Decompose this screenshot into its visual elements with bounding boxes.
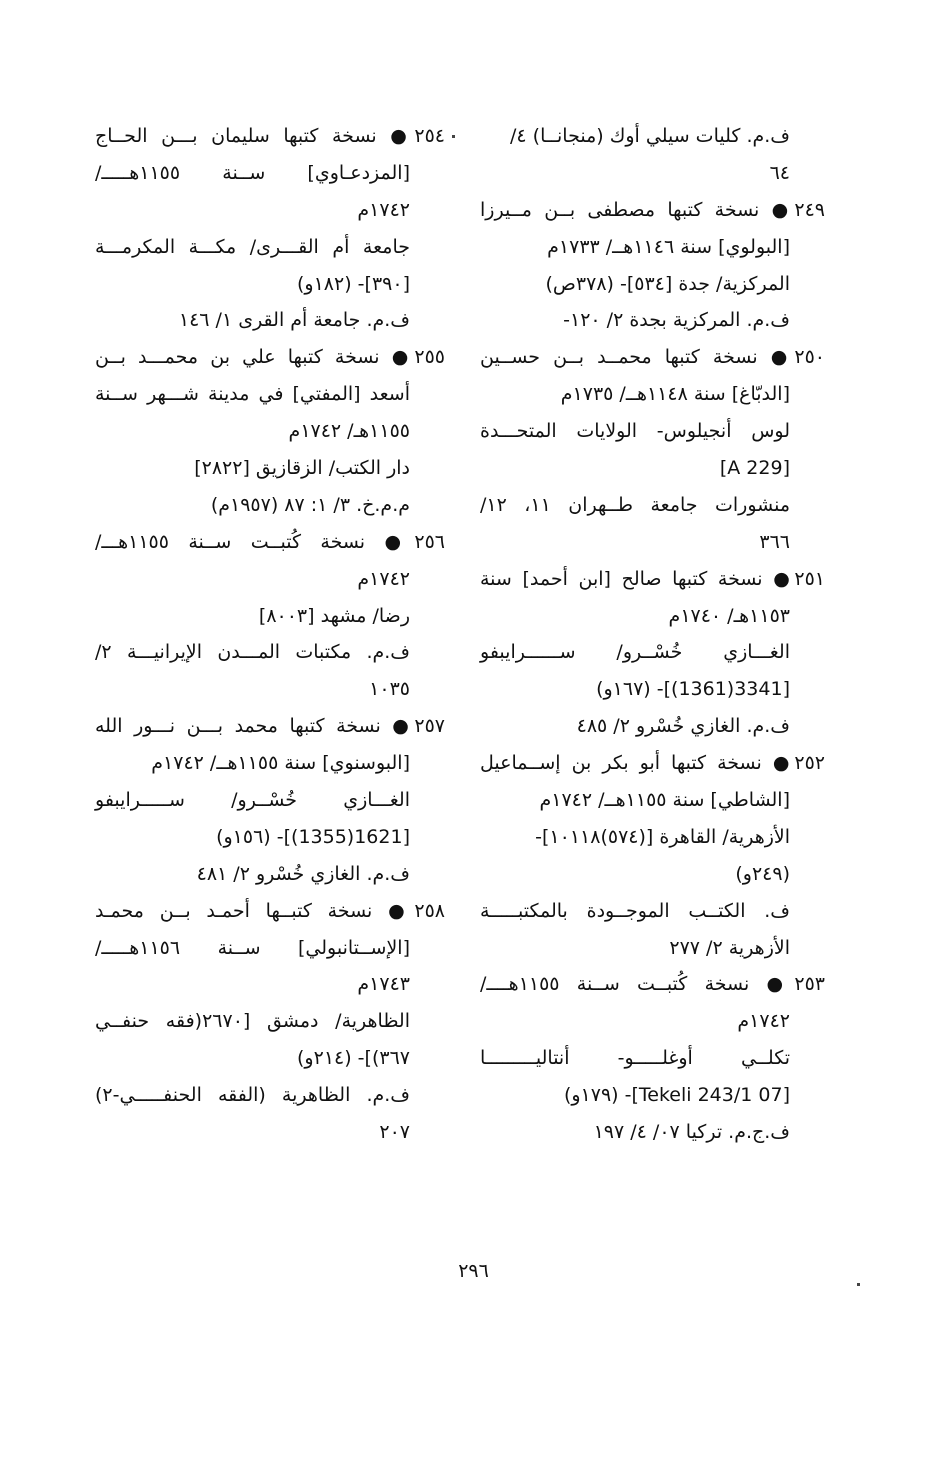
right-column-line: [07 Tekeli 243/1]- (١٧٩و) (563, 1084, 790, 1107)
right-column-line: ف.م. كليات سيلي أوك (منجانــا) ٤/ (510, 125, 790, 147)
left-column-line: أسعد [المفتي] في مدينة شـــهر ســنة (95, 383, 410, 406)
left-column-line: ف.م. الظاهرية (الفقه الحنفـــــي-٢) (95, 1084, 410, 1107)
left-column-line: ٢٥٦● نسخة كُتبــت ســنة ١١٥٥هـــ/ (95, 530, 445, 553)
left-column-line: ١٠٣٥ (369, 678, 410, 701)
left-column-line: الظاهرية/ دمشق [٢٦٧٠(فقه حنفــي (95, 1010, 410, 1033)
left-column-line: جامعة أم القـــرى/ مكـــة المكرمـــة (95, 235, 410, 258)
right-column-line: (٢٤٩و) (735, 862, 790, 885)
right-column-line: ف.م. المركزية بجدة ٢/ ١٢٠- (563, 309, 790, 332)
right-column-line: ٢٥٠● نسخة كتبها محمــد بــن حســين (480, 346, 825, 369)
right-column-line: ف.م. الغازي خُسْرو ٢/ ٤٨٥ (576, 715, 790, 738)
left-column-line: [1621(1355)]- (١٥٦و) (216, 825, 410, 848)
left-column-line: ١٧٤٢م (357, 198, 410, 221)
right-column-line: ٢٥١● نسخة كتبها صالح [ابن أحمد] سنة (480, 567, 825, 590)
right-column-line: [3341(1361)]- (١٦٧و) (596, 678, 790, 701)
right-column-line: [البولوي] سنة ١١٤٦هــ/ ١٧٣٣م (547, 235, 790, 258)
right-column-line: ١٧٤٢م (737, 1010, 790, 1033)
right-column-line: [الدبّاغ] سنة ١١٤٨هــ/ ١٧٣٥م (560, 383, 790, 406)
right-column-line: [A 229] (719, 457, 790, 480)
left-column-line: ٢٥٨● نسخة كتبــها أحمـد بــن محمـد (95, 899, 445, 922)
page-number: ٢٩٦ (458, 1260, 489, 1282)
left-column-line: ف.م. جامعة أم القرى ١/ ١٤٦ (178, 309, 410, 332)
right-column-line: ف. الكتــب الموجــودة بالمكتبـــــة (480, 899, 790, 922)
left-column-line: [الإســتانبولي] ســنة ١١٥٦هـــــ/ (95, 936, 410, 959)
scan-speck (857, 1283, 860, 1286)
right-column-line: ٢٥٣● نسخة كُتبــت ســنة ١١٥٥هــــ/ (480, 973, 825, 996)
left-column-line: ف.م. الغازي خُسْرو ٢/ ٤٨١ (196, 862, 410, 885)
left-column-line: ف.م. مكتبات المـــدن الإيرانيـــة ٢/ (95, 641, 410, 664)
right-column-line: الأزهرية ٢/ ٢٧٧ (669, 936, 790, 959)
left-column-line: م.م.خ. ٣/ ١: ٨٧ (١٩٥٧م) (210, 493, 410, 516)
left-column-line: ٢٥٧● نسخة كتبها محمد بـــن نـــور الله (95, 715, 445, 738)
right-column-line: ف.ج.م. تركيا ٠٧/ ٤/ ١٩٧ (593, 1121, 790, 1144)
left-column-line: دار الكتب/ الزقازيق [٢٨٢٢] (194, 457, 410, 480)
right-column-line: [الشاطي] سنة ١١٥٥هــ/ ١٧٤٢م (539, 789, 790, 812)
left-column-line: ٢٠٧ (379, 1121, 410, 1144)
left-column-line: ١١٥٥هـ/ ١٧٤٢م (288, 420, 410, 443)
right-column-line: الغـــازي خُسْــرو/ ســــــرايبفو (480, 641, 790, 664)
right-column-line: المركزية/ جدة [٥٣٤]- (٣٧٨ص) (545, 272, 790, 295)
left-column-line: ٣٦٧)]- (٢١٤و) (297, 1047, 410, 1070)
right-column-line: ٢٤٩● نسخة كتبها مصطفى بــن مــيرزا (480, 198, 825, 221)
left-column-line: [البوسنوي] سنة ١١٥٥هــ/ ١٧٤٢م (151, 752, 410, 775)
left-column (95, 118, 445, 1151)
right-column-line: لوس أنجيلوس- الولايات المتحـــدة (480, 420, 790, 443)
left-column-line: الغـــازي خُسْــرو/ ســـــرايبفو (95, 789, 410, 812)
right-column-line: ١١٥٣هـ/ ١٧٤٠م (668, 604, 790, 627)
left-column-line: ٢٥٤● نسخة كتبها سليمان بـــن الحــاج (95, 125, 445, 147)
left-column-line: ١٧٤٢م (357, 567, 410, 590)
left-column-line: [٣٩٠]- (١٨٢و) (297, 272, 410, 295)
scan-speck (452, 135, 455, 138)
left-column-line: رضا/ مشهد [٨٠٠٣] (258, 604, 410, 627)
right-column-line: ٢٥٢● نسخة كتبها أبو بكر بن إســماعيل (480, 752, 825, 775)
right-column-line: ٦٤ (769, 161, 790, 184)
right-column-line: منشورات جامعة طــهران ١١، ١٢/ (480, 493, 791, 516)
left-column-line: [المزدعـاوي] ســنة ١١٥٥هـــــ/ (95, 161, 410, 184)
left-column-line: ١٧٤٣م (357, 973, 410, 996)
right-column-line: ٣٦٦ (759, 530, 790, 553)
right-column-line: الأزهرية/ القاهرة [(٥٧٤)١٠١١٨]- (535, 825, 790, 848)
left-column-line: ٢٥٥● نسخة كتبها علي بن محمـــد بــن (95, 346, 445, 369)
right-column (480, 118, 825, 1151)
right-column-line: تكلــي أوغلـــــو- أنتاليـــــــــا (480, 1047, 790, 1070)
